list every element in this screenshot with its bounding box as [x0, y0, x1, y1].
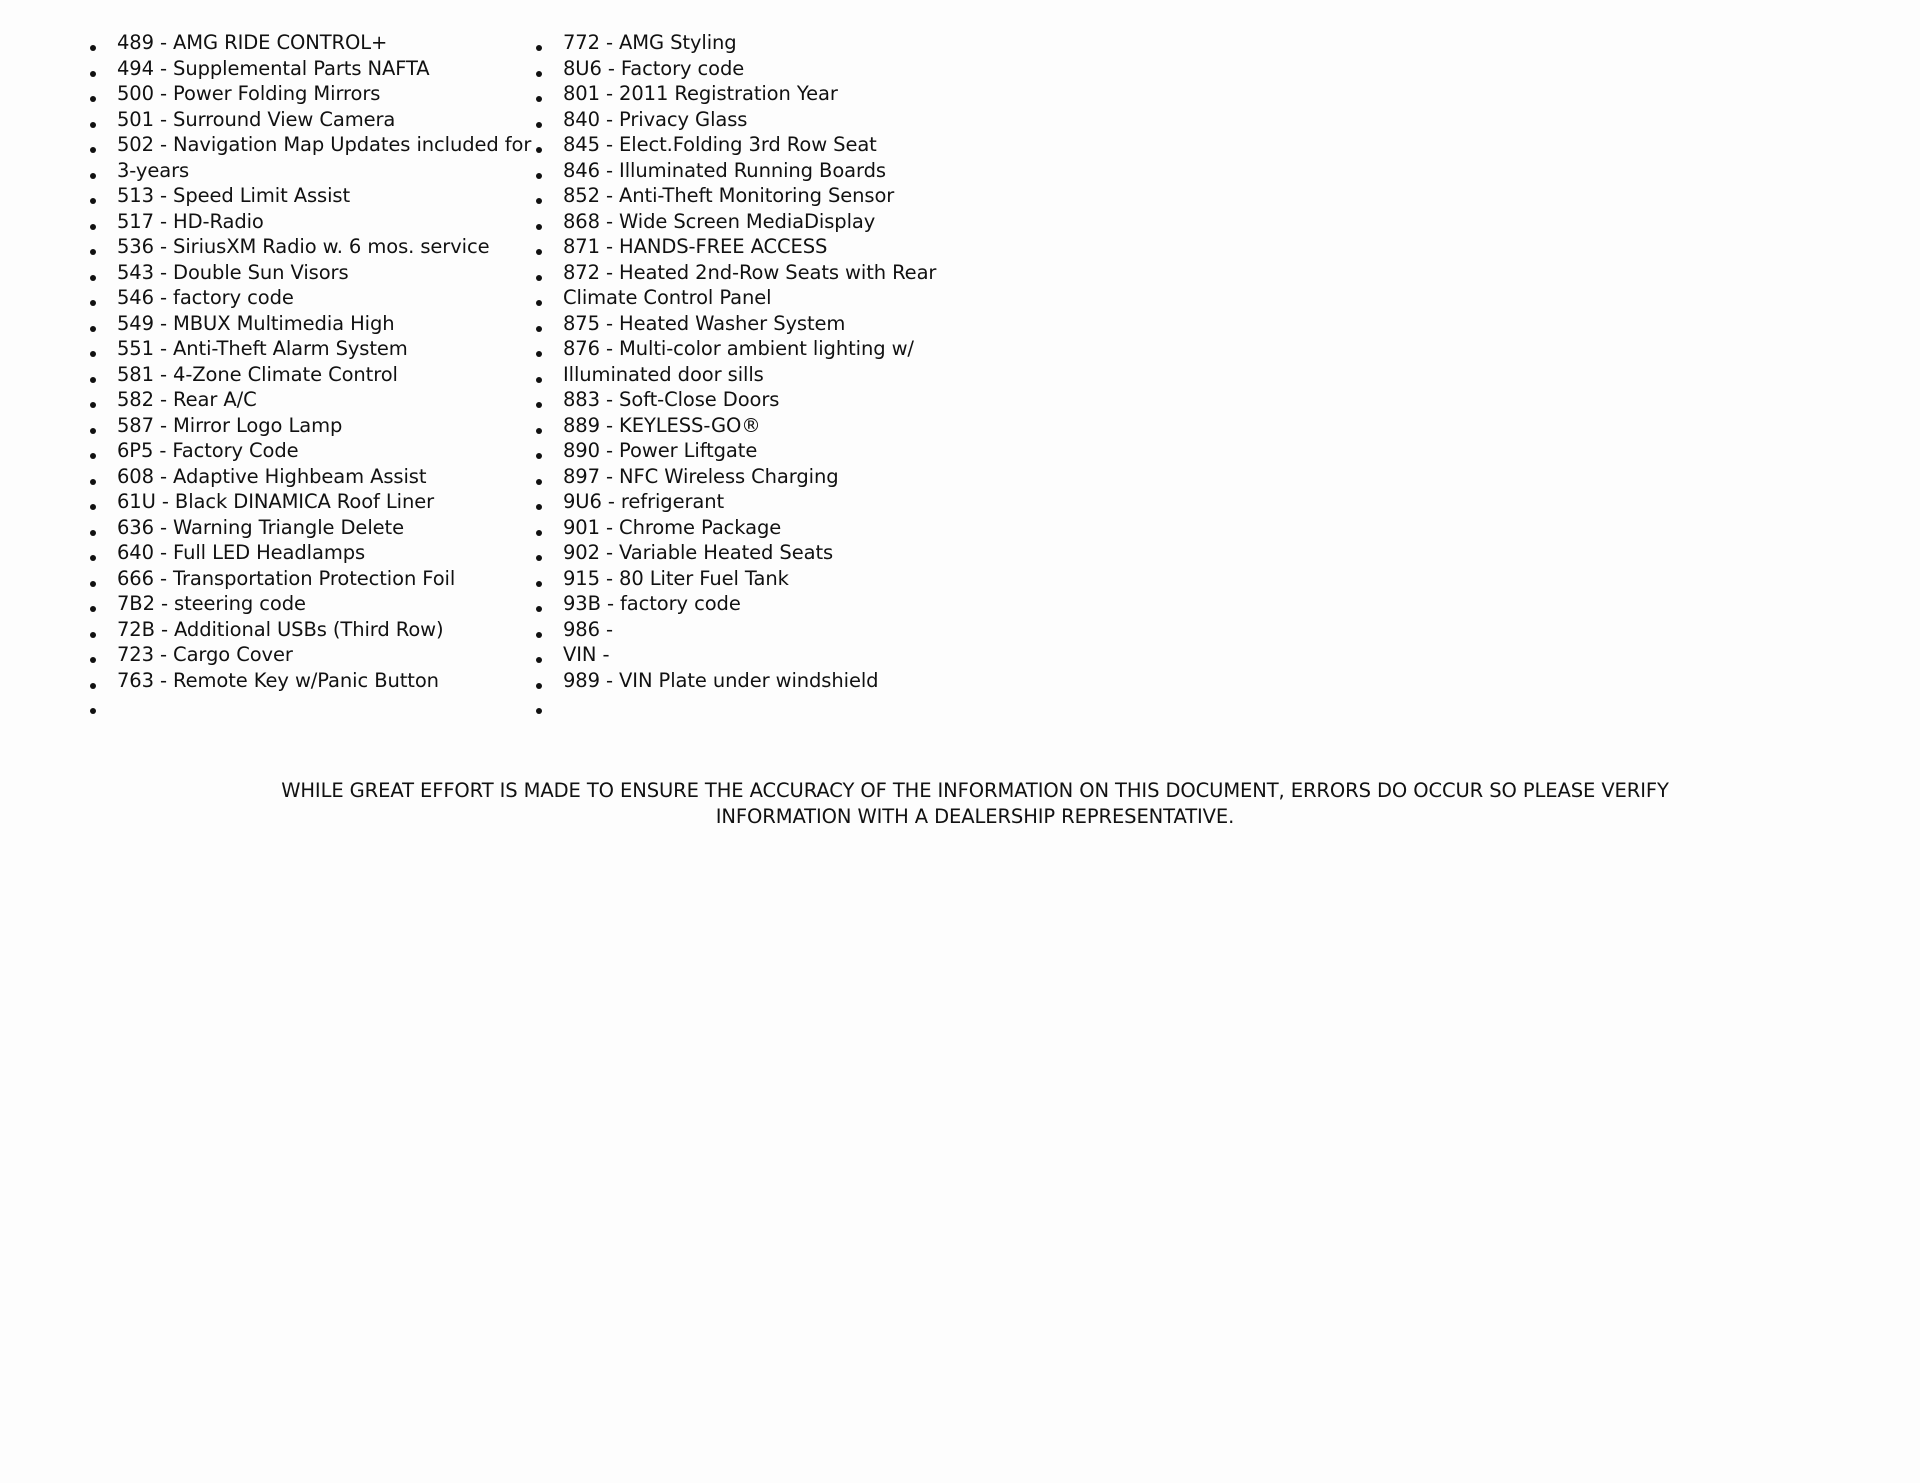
- option-item: 549 - MBUX Multimedia High: [117, 311, 395, 335]
- disclaimer-line-1: WHILE GREAT EFFORT IS MADE TO ENSURE THE ACCURACY OF THE INFORMATION ON THIS DOCUMENT, ERRORS DO OCCUR SO PLEASE VERIFY: [281, 779, 1669, 802]
- bullet-icon: [532, 336, 546, 362]
- option-item: Illuminated door sills: [563, 362, 764, 386]
- bullet-icon: [86, 234, 100, 260]
- bullet-icon: [86, 158, 100, 184]
- option-item: 513 - Speed Limit Assist: [117, 184, 350, 207]
- option-item: 897 - NFC Wireless Charging: [563, 464, 839, 488]
- bullet-icon: [532, 515, 546, 541]
- bullet-icon: [532, 617, 546, 643]
- option-item: 93B - factory code: [563, 592, 741, 615]
- option-item: 543 - Double Sun Visors: [117, 260, 349, 284]
- bullet-icon: [532, 387, 546, 413]
- option-item: 763 - Remote Key w/Panic Button: [117, 668, 439, 692]
- option-item: 989 - VIN Plate under windshield: [563, 668, 879, 692]
- option-item: 61U - Black DINAMICA Roof Liner: [117, 490, 435, 513]
- bullet-icon: [86, 464, 100, 490]
- option-item: 723 - Cargo Cover: [117, 643, 293, 666]
- option-item: 489 - AMG RIDE CONTROL+: [117, 31, 388, 54]
- bullet-icon: [532, 642, 546, 668]
- option-item: 840 - Privacy Glass: [563, 107, 748, 131]
- bullet-icon: [86, 591, 100, 617]
- option-item: VIN -: [563, 643, 610, 666]
- option-item: 868 - Wide Screen MediaDisplay: [563, 209, 876, 233]
- bullet-icon: [86, 30, 100, 56]
- bullet-icon: [86, 285, 100, 311]
- bullet-icon: [532, 30, 546, 56]
- bullet-icon: [532, 438, 546, 464]
- bullet-icon: [86, 413, 100, 439]
- option-item: 872 - Heated 2nd-Row Seats with Rear: [563, 260, 937, 284]
- option-item: 889 - KEYLESS-GO®: [563, 413, 761, 437]
- bullet-icon: [86, 260, 100, 286]
- bullet-icon: [532, 566, 546, 592]
- bullet-icon: [86, 489, 100, 515]
- option-item: 8U6 - Factory code: [563, 56, 745, 80]
- option-item: 772 - AMG Styling: [563, 31, 737, 54]
- option-item: 890 - Power Liftgate: [563, 439, 758, 462]
- option-item: 801 - 2011 Registration Year: [563, 82, 838, 105]
- option-item: 7B2 - steering code: [117, 592, 306, 615]
- bullet-icon: [86, 438, 100, 464]
- option-item: 915 - 80 Liter Fuel Tank: [563, 566, 789, 590]
- bullet-icon: [86, 107, 100, 133]
- bullet-icon: [532, 107, 546, 133]
- bullet-icon: [532, 668, 546, 694]
- bullet-icon: [86, 387, 100, 413]
- bullet-icon: [86, 81, 100, 107]
- bullet-icon: [86, 132, 100, 158]
- bullet-icon: [86, 183, 100, 209]
- disclaimer-text: [200, 778, 1750, 830]
- bullet-icon: [86, 336, 100, 362]
- option-item: 636 - Warning Triangle Delete: [117, 515, 404, 539]
- option-item: 72B - Additional USBs (Third Row): [117, 617, 444, 641]
- bullet-column-left: [86, 30, 100, 719]
- bullet-icon: [532, 591, 546, 617]
- bullet-icon: [86, 693, 100, 719]
- option-item: 986 -: [563, 617, 613, 641]
- bullet-icon: [532, 413, 546, 439]
- bullet-icon: [86, 566, 100, 592]
- option-item: 582 - Rear A/C: [117, 388, 257, 411]
- bullet-icon: [86, 362, 100, 388]
- bullet-icon: [532, 540, 546, 566]
- option-item: 494 - Supplemental Parts NAFTA: [117, 56, 430, 80]
- option-item: 551 - Anti-Theft Alarm System: [117, 337, 408, 360]
- bullet-icon: [532, 183, 546, 209]
- bullet-icon: [532, 56, 546, 82]
- disclaimer-line-2: INFORMATION WITH A DEALERSHIP REPRESENTATIVE.: [715, 805, 1235, 828]
- option-item: 9U6 - refrigerant: [563, 490, 725, 513]
- bullet-icon: [86, 311, 100, 337]
- bullet-icon: [532, 693, 546, 719]
- bullet-icon: [532, 234, 546, 260]
- bullet-column-right: [532, 30, 546, 719]
- option-item: 3-years: [117, 158, 190, 182]
- bullet-icon: [532, 362, 546, 388]
- option-item: 852 - Anti-Theft Monitoring Sensor: [563, 184, 895, 207]
- option-item: 608 - Adaptive Highbeam Assist: [117, 464, 427, 488]
- bullet-icon: [532, 132, 546, 158]
- option-item: 546 - factory code: [117, 286, 294, 309]
- option-item: 666 - Transportation Protection Foil: [117, 566, 456, 590]
- bullet-icon: [86, 515, 100, 541]
- bullet-icon: [86, 617, 100, 643]
- bullet-icon: [532, 311, 546, 337]
- option-item: 587 - Mirror Logo Lamp: [117, 413, 343, 437]
- bullet-icon: [532, 260, 546, 286]
- bullet-icon: [532, 81, 546, 107]
- option-item: 846 - Illuminated Running Boards: [563, 158, 886, 182]
- bullet-icon: [86, 668, 100, 694]
- bullet-icon: [86, 56, 100, 82]
- option-item: 902 - Variable Heated Seats: [563, 541, 834, 564]
- bullet-icon: [532, 209, 546, 235]
- option-item: 845 - Elect.Folding 3rd Row Seat: [563, 133, 877, 156]
- option-item: 536 - SiriusXM Radio w. 6 mos. service: [117, 235, 490, 258]
- option-item: 517 - HD-Radio: [117, 209, 264, 233]
- option-text-column-right: [563, 30, 936, 693]
- bullet-icon: [86, 642, 100, 668]
- option-item: 876 - Multi-color ambient lighting w/: [563, 337, 914, 360]
- bullet-icon: [86, 540, 100, 566]
- option-item: 502 - Navigation Map Updates included for: [117, 133, 532, 156]
- bullet-icon: [86, 209, 100, 235]
- bullet-icon: [532, 285, 546, 311]
- option-text-column-left: [117, 30, 531, 693]
- option-item: 501 - Surround View Camera: [117, 107, 396, 131]
- option-item: 500 - Power Folding Mirrors: [117, 82, 381, 105]
- option-item: 875 - Heated Washer System: [563, 311, 846, 335]
- option-item: Climate Control Panel: [563, 286, 772, 309]
- bullet-icon: [532, 464, 546, 490]
- bullet-icon: [532, 489, 546, 515]
- option-item: 640 - Full LED Headlamps: [117, 541, 366, 564]
- option-item: 901 - Chrome Package: [563, 515, 782, 539]
- option-item: 883 - Soft-Close Doors: [563, 388, 780, 411]
- option-item: 871 - HANDS-FREE ACCESS: [563, 235, 828, 258]
- option-item: 581 - 4-Zone Climate Control: [117, 362, 398, 386]
- bullet-icon: [532, 158, 546, 184]
- option-item: 6P5 - Factory Code: [117, 439, 299, 462]
